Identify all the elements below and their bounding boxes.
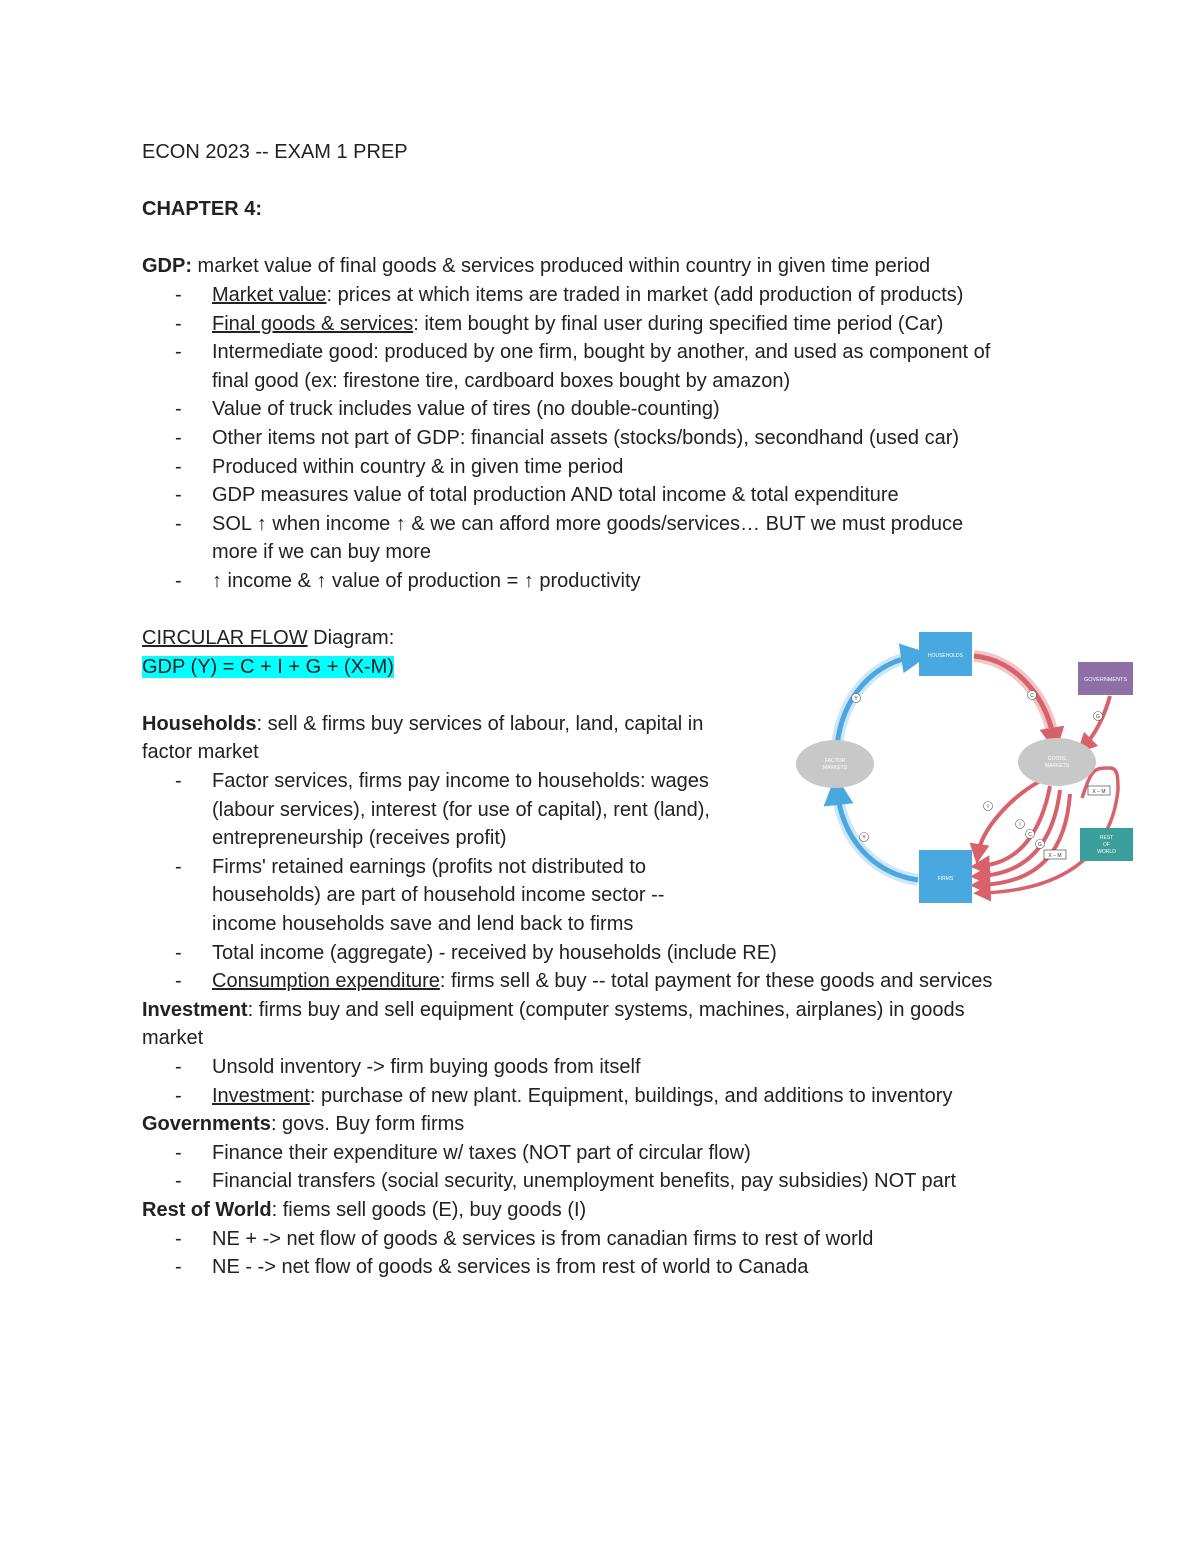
factor-markets-node (796, 740, 874, 788)
rest-of-world-term: Rest of World (142, 1198, 272, 1221)
list-item: - Financial transfers (social security, unemployment benefits, pay subsidies) NOT part (142, 1167, 1072, 1196)
investment-list (142, 1053, 1072, 1110)
flow-label-i: I (1019, 822, 1021, 828)
list-item: - GDP measures value of total production AND total income & total expenditure (142, 481, 1072, 510)
term-investment: Investment (212, 1084, 310, 1107)
flow-label-y: Y (854, 696, 858, 702)
flow-label-g: G (1096, 714, 1100, 720)
list-item-text: Factor services, firms pay income to households: wages (212, 770, 709, 793)
income-flow-top-arrow (837, 656, 916, 746)
households-text: : sell & firms buy services of labour, land, capital in (256, 712, 704, 735)
governments-term: Governments (142, 1113, 271, 1136)
list-item-text: (labour services), interest (for use of capital), rent (land), (212, 798, 710, 821)
rest-of-world-label: REST (1099, 835, 1114, 841)
list-item (142, 1082, 1072, 1111)
list-item-text: : prices at which items are traded in market (add production of products) (326, 283, 964, 306)
list-item-text: : purchase of new plant. Equipment, buildings, and additions to inventory (309, 1084, 953, 1107)
rest-of-world-label: OF (1103, 842, 1110, 848)
governments-label: GOVERNMENTS (1083, 677, 1128, 683)
list-item-text: final good (ex: firestone tire, cardboard boxes bought by amazon) (212, 369, 791, 392)
list-item-text: Intermediate good: produced by one firm, bought by another, and used as component of (212, 341, 991, 364)
flow-label-c: C (1028, 832, 1032, 838)
goods-markets-label: GOODS (1047, 756, 1067, 762)
list-item: - NE - -> net flow of goods & services is from rest of world to Canada (142, 1253, 1072, 1282)
list-item-text: : firms sell & buy -- total payment for these goods and services (439, 970, 993, 993)
list-item: - Total income (aggregate) - received by households (include RE) (142, 939, 1072, 968)
list-item (142, 310, 1072, 339)
flow-label-y: Y (862, 835, 866, 841)
list-item: - Finance their expenditure w/ taxes (NOT part of circular flow) (142, 1139, 1072, 1168)
list-item-text: income households save and lend back to firms (212, 913, 634, 936)
list-item: - Other items not part of GDP: financial assets (stocks/bonds), secondhand (used car) (142, 424, 1072, 453)
rest-of-world-text: : fiems sell goods (E), buy goods (I) (271, 1198, 587, 1221)
households-list-2 (142, 939, 1072, 996)
list-item-text: Firms' retained earnings (profits not distributed to (212, 855, 647, 878)
list-item: - NE + -> net flow of goods & services is from canadian firms to rest of world (142, 1225, 1072, 1254)
investment-definition (142, 996, 1072, 1025)
investment-term: Investment (142, 998, 248, 1021)
gdp-formula: GDP (Y) = C + I + G + (X-M) (142, 655, 394, 678)
governments-text: : govs. Buy form firms (270, 1113, 465, 1136)
rest-of-world-label: WORLD (1097, 849, 1116, 855)
gdp-list (142, 281, 1072, 596)
list-item: - Produced within country & in given time period (142, 453, 1072, 482)
list-item-text: entrepreneurship (receives profit) (212, 827, 507, 850)
flow-label-g: G (1038, 842, 1042, 848)
list-item (142, 281, 1072, 310)
circular-flow-heading-rest: Diagram: (307, 627, 395, 650)
list-item (142, 853, 772, 939)
term-final-goods: Final goods & services (212, 312, 414, 335)
goods-markets-node (1018, 738, 1096, 786)
list-item: - Unsold inventory -> firm buying goods from itself (142, 1053, 1072, 1082)
investment-definition-cont: market (142, 1027, 204, 1050)
rest-of-world-list (142, 1225, 1072, 1282)
investment-text: : firms buy and sell equipment (computer systems, machines, airplanes) in goods (247, 998, 965, 1021)
list-item-text: more if we can buy more (212, 541, 431, 564)
circular-flow-diagram (792, 628, 1138, 910)
factor-markets-label: FACTOR (824, 758, 846, 764)
flow-label-c: C (1030, 693, 1034, 699)
list-item (142, 967, 1072, 996)
factor-markets-label: MARKETS (822, 765, 848, 771)
goods-markets-label: MARKETS (1044, 763, 1070, 769)
gdp-term: GDP: (142, 255, 192, 278)
term-consumption-expenditure: Consumption expenditure (212, 970, 440, 993)
governments-list (142, 1139, 1072, 1196)
households-definition-cont: factor market (142, 741, 259, 764)
document-title: ECON 2023 -- EXAM 1 PREP (142, 141, 408, 163)
households-term: Households (142, 712, 257, 735)
income-flow-bottom-arrow (837, 790, 918, 880)
rest-of-world-definition (142, 1196, 1072, 1225)
governments-definition (142, 1110, 1072, 1139)
circular-flow-term: CIRCULAR FLOW (142, 627, 308, 650)
list-item: - ↑ income & ↑ value of production = ↑ productivity (142, 567, 1072, 596)
list-item (142, 767, 772, 853)
flow-label-i: I (987, 804, 989, 810)
government-flow-arrow (1084, 696, 1110, 746)
list-item-text: : item bought by final user during specified time period (Car) (413, 312, 944, 335)
list-item-text: SOL ↑ when income ↑ & we can afford more goods/services… BUT we must produce (212, 512, 964, 535)
gdp-definition (142, 252, 1072, 281)
list-item-text: households) are part of household income sector -- (212, 884, 665, 907)
list-item: - Value of truck includes value of tires (no double-counting) (142, 395, 1072, 424)
list-item (142, 338, 1072, 395)
chapter-heading: CHAPTER 4: (142, 198, 263, 221)
gdp-definition-text: market value of final goods & services produced within country in given time period (192, 255, 931, 278)
term-market-value: Market value (212, 283, 327, 306)
investment-flow-arrow (978, 780, 1042, 854)
households-label: HOUSEHOLDS (927, 653, 964, 659)
list-item (142, 510, 1072, 567)
flow-label-xm: X − M (1048, 853, 1062, 859)
flow-label-xm: X − M (1092, 789, 1106, 795)
firms-label: FIRMS (937, 876, 954, 882)
